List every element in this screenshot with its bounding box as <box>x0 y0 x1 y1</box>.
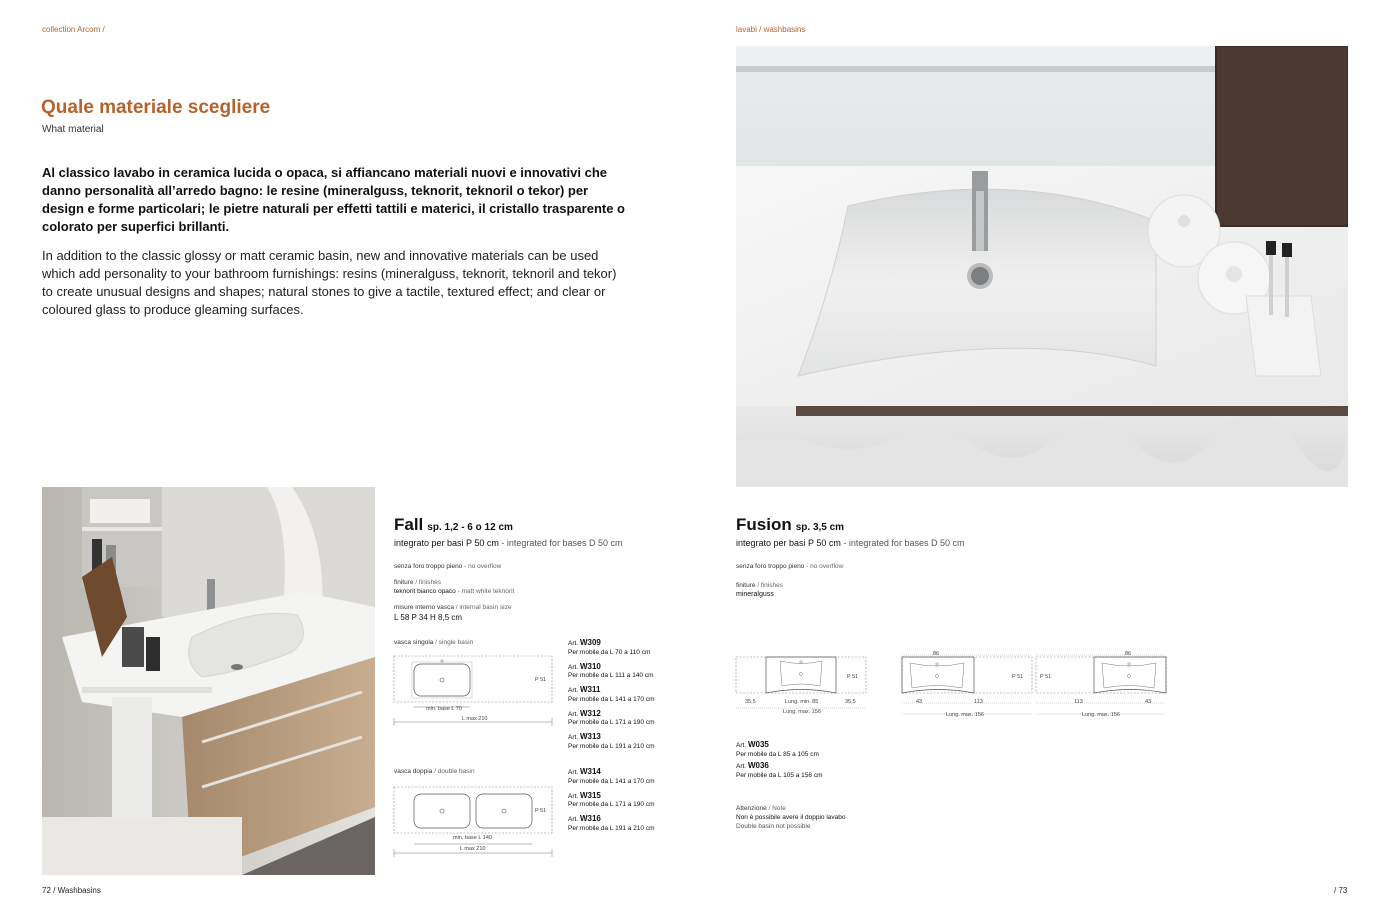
right-page-footer: / 73 <box>1334 886 1348 895</box>
article-desc: Per mobile da L 70 a 110 cm <box>568 648 651 656</box>
fall-integrated-it: integrato per basi P 50 cm <box>394 538 499 548</box>
fall-finish-label <box>394 579 441 586</box>
article-prefix: Art. <box>568 792 579 800</box>
fusion-overflow-en: - no overflow <box>804 563 844 570</box>
fusion-dim-lungmax-2: Lung. max. 156 <box>946 712 984 718</box>
fusion-name: Fusion <box>736 515 792 534</box>
fall-overflow-it: senza foro troppo pieno <box>394 563 463 570</box>
fusion-finish-value: mineralguss <box>736 591 774 598</box>
fall-thickness: sp. 1,2 - 6 o 12 cm <box>427 522 513 533</box>
fusion-note-label-en: / Note <box>766 805 786 812</box>
fusion-integrated <box>736 538 964 548</box>
fall-size-value: L 58 P 34 H 8,5 cm <box>394 613 463 622</box>
fusion-overflow-it: senza foro troppo pieno <box>736 563 805 570</box>
fusion-dim-lungmax-3: Lung. max. 156 <box>1082 712 1120 718</box>
article-row <box>736 762 822 780</box>
fusion-dim-86-a: 86 <box>933 651 940 657</box>
right-breadcrumb: lavabi / washbasins <box>736 25 806 34</box>
fall-finish-value <box>394 588 514 595</box>
fall-size-label-en: / internal basin size <box>453 604 512 611</box>
article-prefix: Art. <box>568 640 579 647</box>
fusion-dim-lungmin: Lung. min. 85 <box>785 699 819 705</box>
fusion-integrated-en: - integrated for bases D 50 cm <box>840 538 965 548</box>
left-page-footer: 72 / Washbasins <box>42 886 101 895</box>
article-row <box>568 663 654 681</box>
fall-single-dim-min: min. base L 70 <box>426 706 462 712</box>
article-row <box>568 792 654 810</box>
fall-single-label <box>394 639 473 646</box>
fusion-finish-label <box>736 582 783 589</box>
intro-italian: Al classico lavabo in ceramica lucida o opaca, si affiancano materiali nuovi e innovativi che danno personalità all’arredo bagno: le resine (mineralguss, teknorit, teknoril o tekor) per design e forme particolari; le pietre naturali per effetti tattili e materici, il cristallo trasparente o colorato per superfici brillanti. <box>42 165 626 234</box>
fall-double-label <box>394 768 475 775</box>
fall-single-articles <box>568 639 654 757</box>
article-prefix: Art. <box>736 742 747 749</box>
article-code: W316 <box>579 814 601 824</box>
fusion-heading <box>736 515 844 535</box>
article-desc: Per mobile da L 171 a 190 cm <box>568 801 655 809</box>
fusion-dim-86-b: 86 <box>1125 651 1132 657</box>
fusion-dim-43-b: 43 <box>1145 699 1152 705</box>
fusion-dim-p51-2: P 51 <box>1012 674 1024 680</box>
article-row <box>568 686 654 704</box>
article-prefix: Art. <box>568 710 579 718</box>
fall-name: Fall <box>394 515 424 534</box>
fall-double-label-en: / double basin <box>432 768 475 775</box>
article-code: W313 <box>579 732 601 742</box>
fall-basin-photo <box>42 487 375 875</box>
article-desc: Per mobile da L 191 a 210 cm <box>568 824 655 832</box>
fall-size-label <box>394 604 511 611</box>
article-prefix: Art. <box>568 687 579 695</box>
article-desc: Per mobile da L 171 a 190 cm <box>568 719 655 727</box>
fall-size-label-it: misure interno vasca <box>394 604 454 611</box>
article-code: W035 <box>747 740 769 749</box>
fall-double-label-it: vasca doppia <box>394 768 433 775</box>
article-row <box>568 639 654 657</box>
fusion-note-it: Non è possibile avere il doppio lavabo <box>736 814 846 821</box>
fall-double-dim-p51: P 51 <box>535 808 547 814</box>
article-desc: Per mobile da L 191 a 210 cm <box>568 742 655 750</box>
fusion-dim-p51-3: P 51 <box>1040 674 1052 680</box>
article-desc: Per mobile da L 141 a 170 cm <box>568 777 655 785</box>
fall-integrated <box>394 538 622 548</box>
fusion-dim-355-right: 35,5 <box>845 699 856 705</box>
fusion-integrated-it: integrato per basi P 50 cm <box>736 538 841 548</box>
left-breadcrumb: collection Arcom / <box>42 25 105 34</box>
fusion-dim-p51-1: P 51 <box>847 674 859 680</box>
article-code: W309 <box>579 638 601 647</box>
fall-overflow-en: - no overflow <box>462 563 502 570</box>
fall-double-articles <box>568 768 654 839</box>
fall-double-dim-min: min. base L 140 <box>453 835 492 841</box>
article-code: W036 <box>747 761 769 770</box>
article-prefix: Art. <box>568 663 579 671</box>
article-code: W315 <box>579 790 601 800</box>
page-title: Quale materiale scegliere <box>41 97 271 118</box>
fall-integrated-en: - integrated for bases D 50 cm <box>498 538 623 548</box>
article-desc: Per mobile da L 141 a 170 cm <box>568 695 655 703</box>
fusion-dim-43-a: 43 <box>916 699 923 705</box>
article-desc: Per mobile da L 105 a 156 cm <box>736 771 823 779</box>
fusion-note-label-it: Attenzione <box>736 805 767 812</box>
fusion-note-label <box>736 805 786 812</box>
fall-heading <box>394 515 513 535</box>
intro-english: In addition to the classic glossy or matt ceramic basin, new and innovative materials can be used which add personality to your bathroom furnishings: resins (mineralguss, teknorit, teknoril and tekor) to create unusual designs and shapes; natural stones to give a tactile, textured effect; and clear or coloured glass to produce gleaming surfaces. <box>42 248 617 317</box>
fall-single-label-en: / single basin <box>433 639 474 646</box>
article-desc: Per mobile da L 111 a 140 cm <box>568 672 654 680</box>
article-desc: Per mobile da L 85 a 105 cm <box>736 750 819 758</box>
fall-finish-en: - matt white teknorit <box>455 588 515 595</box>
page-subtitle: What material <box>42 124 104 135</box>
fusion-dim-113-a: 113 <box>974 699 983 705</box>
article-row <box>736 741 822 759</box>
fall-overflow <box>394 563 501 570</box>
article-prefix: Art. <box>568 734 579 742</box>
fall-single-label-it: vasca singola <box>394 639 434 646</box>
fusion-finish-label-it: finiture <box>736 582 756 589</box>
article-row <box>568 710 654 728</box>
article-code: W310 <box>579 661 601 671</box>
article-code: W312 <box>579 708 601 718</box>
fall-finish-it: teknorit bianco opaco <box>394 588 456 595</box>
article-row <box>568 733 654 751</box>
article-prefix: Art. <box>736 763 747 770</box>
fusion-articles <box>736 741 822 783</box>
fusion-dim-355-left: 35,5 <box>745 699 756 705</box>
fusion-overflow <box>736 563 843 570</box>
fall-single-dim-max: L max 210 <box>462 716 488 722</box>
fusion-finish-label-en: / finishes <box>755 582 783 589</box>
article-row <box>568 815 654 833</box>
fusion-thickness: sp. 3,5 cm <box>795 522 845 533</box>
fusion-basin-photo <box>736 46 1348 487</box>
article-code: W311 <box>579 685 601 695</box>
fusion-dim-113-b: 113 <box>1074 699 1083 705</box>
fall-finish-label-it: finiture <box>394 579 414 586</box>
fall-finish-label-en: / finishes <box>413 579 441 586</box>
fusion-dim-lungmax-1: Lung. max. 156 <box>783 709 821 715</box>
article-code: W314 <box>579 767 601 776</box>
article-prefix: Art. <box>568 769 579 776</box>
fall-double-dim-max: L max 210 <box>460 846 486 852</box>
article-row <box>568 768 654 786</box>
article-prefix: Art. <box>568 816 579 824</box>
fall-single-dim-p51: P 51 <box>535 677 547 683</box>
fusion-note-en: Double basin not possible <box>736 823 811 830</box>
